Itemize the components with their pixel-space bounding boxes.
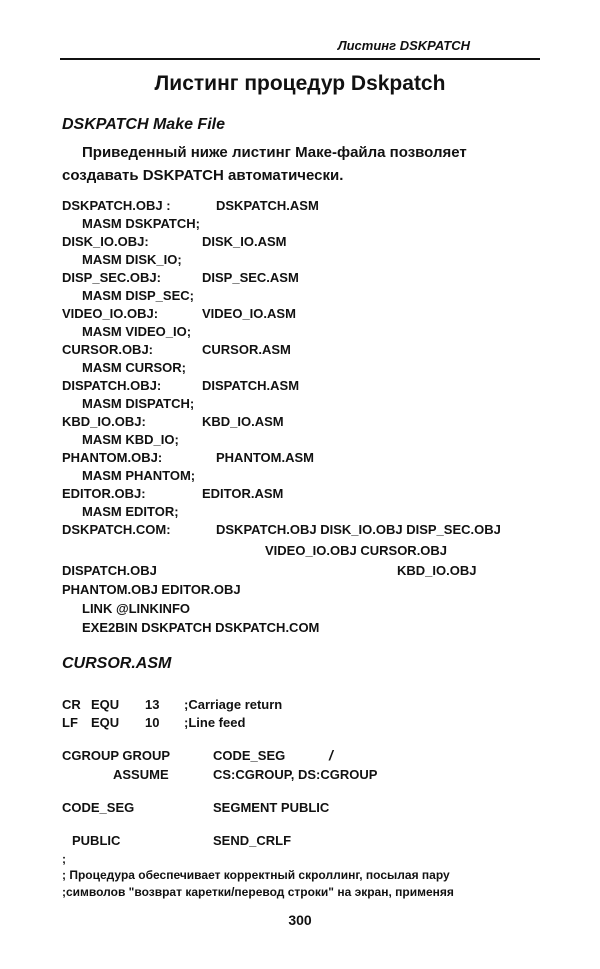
cr-name: CR	[62, 697, 81, 712]
make-rule-target: EDITOR.OBJ:	[62, 486, 146, 501]
make-rule-target: VIDEO_IO.OBJ:	[62, 306, 159, 321]
make-rule-dependency: DISPATCH.ASM	[202, 378, 300, 393]
com-deps-line-2: VIDEO_IO.OBJ CURSOR.OBJ	[265, 543, 448, 558]
cgroup-label: CGROUP GROUP	[62, 748, 171, 763]
make-rule-target: DISP_SEC.OBJ:	[62, 270, 161, 285]
make-rule-command: MASM CURSOR;	[82, 360, 186, 375]
make-rule-command: MASM KBD_IO;	[82, 432, 179, 447]
make-rule-target: DISPATCH.OBJ:	[62, 378, 162, 393]
page-title: Листинг процедур Dskpatch	[154, 72, 446, 95]
make-rule-dependency: VIDEO_IO.ASM	[202, 306, 296, 321]
margin-mark: /	[329, 747, 333, 763]
make-rule-dependency: DISK_IO.ASM	[202, 234, 287, 249]
make-rule-dependency: PHANTOM.ASM	[216, 450, 314, 465]
lf-value: 10	[145, 715, 160, 730]
make-rule-command: MASM DSKPATCH;	[82, 216, 200, 231]
make-rule-target: PHANTOM.OBJ:	[62, 450, 163, 465]
com-deps-line-4: PHANTOM.OBJ EDITOR.OBJ	[62, 582, 241, 597]
public-operand: SEND_CRLF	[213, 833, 292, 848]
intro-line-2: создавать DSKPATCH автоматически.	[62, 167, 344, 184]
make-rule-dependency: EDITOR.ASM	[202, 486, 284, 501]
comment-line-2: ;символов "возврат каретки/перевод строки" на экран, применяя	[62, 885, 454, 899]
make-rule-command: MASM EDITOR;	[82, 504, 179, 519]
cgroup-operand: CODE_SEG	[213, 748, 286, 763]
make-rule-command: MASM VIDEO_IO;	[82, 324, 192, 339]
make-rule-target: DSKPATCH.OBJ :	[62, 198, 171, 213]
codeseg-label: CODE_SEG	[62, 800, 135, 815]
lf-name: LF	[62, 715, 78, 730]
cr-op: EQU	[91, 697, 120, 712]
cr-comment: ;Carriage return	[184, 697, 283, 712]
com-deps-line-1: DSKPATCH.OBJ DISK_IO.OBJ DISP_SEC.OBJ	[216, 522, 501, 537]
make-rule-target: CURSOR.OBJ:	[62, 342, 154, 357]
make-rule-target: KBD_IO.OBJ:	[62, 414, 146, 429]
make-rule-dependency: CURSOR.ASM	[202, 342, 291, 357]
assume-operand: CS:CGROUP, DS:CGROUP	[213, 767, 378, 782]
header-rule	[60, 58, 540, 60]
comment-blank: ;	[62, 852, 66, 866]
page-number: 300	[288, 912, 312, 928]
make-rule-dependency: DSKPATCH.ASM	[216, 198, 319, 213]
link-command: LINK @LINKINFO	[82, 601, 190, 616]
make-rule-dependency: KBD_IO.ASM	[202, 414, 284, 429]
exe2bin-command: EXE2BIN DSKPATCH DSKPATCH.COM	[82, 620, 320, 635]
intro-paragraph	[62, 141, 540, 187]
make-file-heading: DSKPATCH Make File	[62, 116, 225, 133]
make-rule-command: MASM DISK_IO;	[82, 252, 182, 267]
public-op: PUBLIC	[72, 833, 121, 848]
intro-line-1: Приведенный ниже листинг Маке-файла позволяет	[82, 144, 467, 161]
com-deps-line-3-left: DISPATCH.OBJ	[62, 563, 157, 578]
comment-line-1: ; Процедура обеспечивает корректный скроллинг, посылая пару	[62, 868, 450, 882]
make-rule-command: MASM DISP_SEC;	[82, 288, 194, 303]
make-rule-command: MASM DISPATCH;	[82, 396, 195, 411]
lf-op: EQU	[91, 715, 120, 730]
assume-op: ASSUME	[113, 767, 169, 782]
make-rule-dependency: DISP_SEC.ASM	[202, 270, 299, 285]
com-target: DSKPATCH.COM:	[62, 522, 171, 537]
cursor-asm-heading: CURSOR.ASM	[62, 655, 172, 672]
codeseg-operand: SEGMENT PUBLIC	[213, 800, 330, 815]
make-rule-target: DISK_IO.OBJ:	[62, 234, 149, 249]
lf-comment: ;Line feed	[184, 715, 246, 730]
cr-value: 13	[145, 697, 160, 712]
running-header: Листинг DSKPATCH	[337, 38, 470, 53]
com-deps-line-3-right: KBD_IO.OBJ	[397, 563, 477, 578]
make-rule-command: MASM PHANTOM;	[82, 468, 196, 483]
